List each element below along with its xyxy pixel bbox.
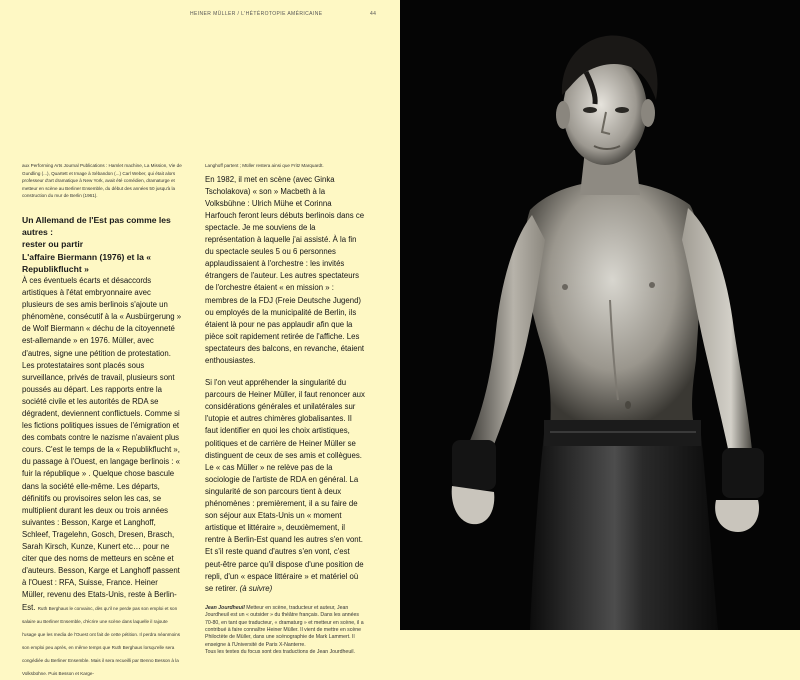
body-paragraph-2 xyxy=(205,377,365,595)
right-hand-wrap xyxy=(722,448,764,498)
nipple-left xyxy=(562,284,568,290)
footnote-continued: aux Performing Arts Journal Publications : Hamlet machine, La Mission, Vie de Gundling (...), Quartett et Image à Sébandon (...) Carl Weber, qui était alors professeur d'art dramatique à New York, avait été comédien, dramaturge et metteur en scène au Berliner Ensemble, du début des années 50 jusqu'à la construction du mur de Berlin (1961). xyxy=(22,163,182,199)
navel xyxy=(625,401,631,409)
boxing-shorts xyxy=(530,425,718,630)
section-heading-line2: rester ou partir xyxy=(22,239,84,250)
left-page xyxy=(0,0,400,676)
boxer-portrait-photo xyxy=(400,0,800,630)
body-paragraph-2-text: Si l'on veut appréhender la singularité du parcours de Heiner Müller, il faut renoncer aux considérations générales et unilatérales sur l'utopie et autres chimères globalisantes. Il faut identifier en quoi les choix artistiques, politiques et de carrière de Heiner Müller se distinguent de ceux de ses amis et collègues. Le « cas Müller » ne relève pas de la sociologie de l'artiste de RDA en général. La singularité de son parcours tient à deux phénomènes : premièrement, il a su faire de son séjour aux Etats-Unis un « moment artistique et littéraire », deuxièmement, il rentre à Berlin-Est quand les autres s'en vont. Et s'il reste quand d'autres s'en vont, c'est peut-être parce qu'il dispose d'une position de repli, d'un « espace littéraire » et matériel où se retirer. xyxy=(205,378,365,593)
left-hand-wrap xyxy=(452,440,496,490)
body-paragraph xyxy=(22,275,182,680)
section-heading-line3: L'affaire Biermann (1976) et la « Republikflucht » xyxy=(22,251,152,274)
body-inline-note: Ruth Berghaus le convainc, dès qu'il ne perde pas son emploi et son salaire au Berliner Ensemble, d'écrire une scène dans laquelle il rajoute l'usage que les media de l'Ouest ont fait de cette pétition. Il perdra néanmoins son emploi peu après, en même temps que Ruth Berghaus lorsqu'elle sera congédiée du Berliner Ensemble. Mais il sera recueilli par Benno Besson à la Volksbühne. Puis Besson et Karge- xyxy=(22,605,181,676)
author-bio xyxy=(205,605,365,649)
section-heading-line1: Un Allemand de l'Est pas comme les autres : xyxy=(22,214,171,238)
nipple-right xyxy=(649,282,655,288)
running-title: HEINER MÜLLER / L'HÉTÉROTOPIE AMÉRICAINE xyxy=(190,11,323,17)
page-number: 44 xyxy=(370,11,377,17)
torso xyxy=(525,180,701,430)
text-column-left xyxy=(22,162,182,680)
text-column-right xyxy=(205,162,365,657)
body-text: À ces éventuels écarts et désaccords artistiques à l'état embryonnaire avec plusieurs de ses amis berlinois s'ajoute un phénomène, consécutif à la « Ausbürgerung » de Wolf Biermann « déchu de la citoyenneté est-allemande » en 1976. Müller, avec d'autres, signe une pétition de protestation. Les protestataires sont placés sous surveillance, privés de travail, plusieurs sont poussés au départ. Les rapports entre la société civile et les autorités de RDA se dégradent, deviennent conflictuels. Comme si les fictions politiques issues de l'émigration et des combats contre le nazisme n'avaient plus cours. C'est le temps de la « Republikflucht », du passage à l'Ouest, en langage berlinois : « fuir la république » . Quelque chose bascule dans la société elle-même. Les départs, définitifs ou provisoires selon les cas, se multiplient durant les deux ou trois années suivantes : Besson, Karge et Langhoff, Schleef, Tragelehn, Gosch, Dresen, Brasch, Sarah Kirsch, Kunze, Kunert etc… pour ne citer que des noms de metteurs en scène et d'auteurs. Besson, Karge et Langhoff passent à l'Ouest : RFA, Suisse, France. Heiner Müller, revenu des Etats-Unis, reste à Berlin-Est. xyxy=(22,275,182,612)
right-page-photo xyxy=(400,0,800,630)
to-be-continued: (à suivre) xyxy=(239,583,273,593)
footnote-continued-right: Langhoff partent ; Müller restera ainsi que Fritz Marquardt. xyxy=(205,163,324,168)
body-paragraph-1: En 1982, il met en scène (avec Ginka Tscholakova) « son » Macbeth à la Volksbühne : Ulrich Mühe et Corinna Harfouch feront leurs débuts berlinois dans ce spectacle. Je me souviens de la représentation à laquelle j'ai assisté. À la fin du spectacle seules 5 ou 6 personnes applaudissaient à l'orchestre : les invités étrangers de l'auteur. Les autres spectateurs de l'orchestre étaient « en mission » : membres de la FDJ (Freie Deutsche Jugend) ou employés de la municipalité de Berlin, ils étaient là pour ne pas applaudir afin que la pièce soit rapidement retirée de l'affiche. Les spectateurs des balcons, en revanche, étaient enthousiastes. xyxy=(205,174,365,365)
translation-note: Tous les textes du focus sont des traductions de Jean Jourdheuil. xyxy=(205,649,355,656)
author-name: Jean Jourdheuil xyxy=(205,604,245,611)
author-bio-text: Metteur en scène, traducteur et auteur, Jean Jourdheuil est un « outsider » du théâtre français. Dans les années 70-80, en tant que traducteur, « dramaturg » et metteur en scène, il a contribué à faire connaître Heiner Müller. Il vient de mettre en scène Philoctète de Müller, dans une scénographie de Mark Lammert. Il enseigne à l'Université de Paris X-Nanterre. xyxy=(205,604,364,648)
